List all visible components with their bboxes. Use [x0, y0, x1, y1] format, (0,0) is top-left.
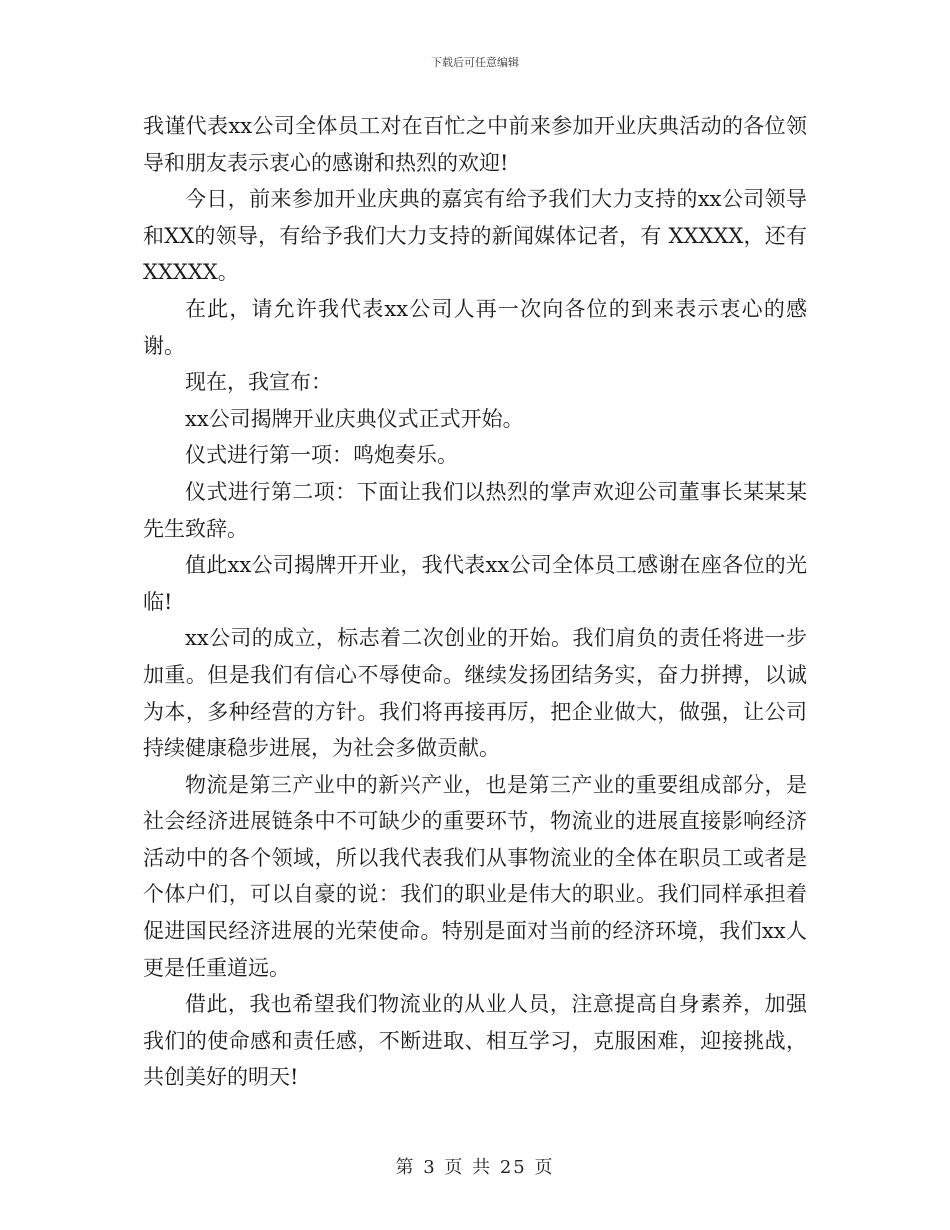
paragraph-item-two: 仪式进行第二项：下面让我们以热烈的掌声欢迎公司董事长某某某先生致辞。: [143, 479, 807, 541]
paragraph-logistics: 物流是第三产业中的新兴产业，也是第三产业的重要组成部分，是社会经济进展链条中不可缺少的重要环节，物流业的进展直接影响经济活动中的各个领域，所以我代表我们从事物流业的全体在职员工或者是个体户们，可以自豪的说：我们的职业是伟大的职业。我们同样承担着促进国民经济进展的光荣使命。特别是面对当前的经济环境，我们xx人更是任重道远。: [143, 772, 807, 980]
paragraph-ceremony-start: xx公司揭牌开业庆典仪式正式开始。: [185, 406, 524, 431]
page-header: 下载后可任意编辑: [431, 56, 519, 69]
paragraph-founding: xx公司的成立，标志着二次创业的开始。我们肩负的责任将进一步加重。但是我们有信心不辱使命。继续发扬团结务实，奋力拼搏，以诚为本，多种经营的方针。我们将再接再厉，把企业做大，做强，让公司持续健康稳步进展，为社会多做贡献。: [143, 626, 807, 761]
paragraph-closing: 借此，我也希望我们物流业的从业人员，注意提高自身素养，加强我们的使命感和责任感，不断进取、相互学习，克服困难，迎接挑战，共创美好的明天!: [143, 992, 807, 1090]
paragraph-opening: 值此xx公司揭牌开开业，我代表xx公司全体员工感谢在座各位的光临!: [143, 553, 807, 614]
paragraph-announce: 现在，我宣布：: [185, 370, 332, 395]
paragraph-item-one: 仪式进行第一项：鸣炮奏乐。: [185, 443, 458, 468]
page-footer: 第 3 页 共 25 页: [395, 1157, 555, 1178]
paragraph-guests: 今日，前来参加开业庆典的嘉宾有给予我们大力支持的xx公司领导和XX的领导，有给予我们大力支持的新闻媒体记者，有 XXXXX，还有XXXXX。: [143, 187, 807, 285]
paragraph-thanks: 在此，请允许我代表xx公司人再一次向各位的到来表示衷心的感谢。: [143, 296, 807, 358]
paragraph-welcome: 我谨代表xx公司全体员工对在百忙之中前来参加开业庆典活动的各位领导和朋友表示衷心的感谢和热烈的欢迎!: [143, 114, 807, 175]
document-body: [143, 108, 807, 1096]
